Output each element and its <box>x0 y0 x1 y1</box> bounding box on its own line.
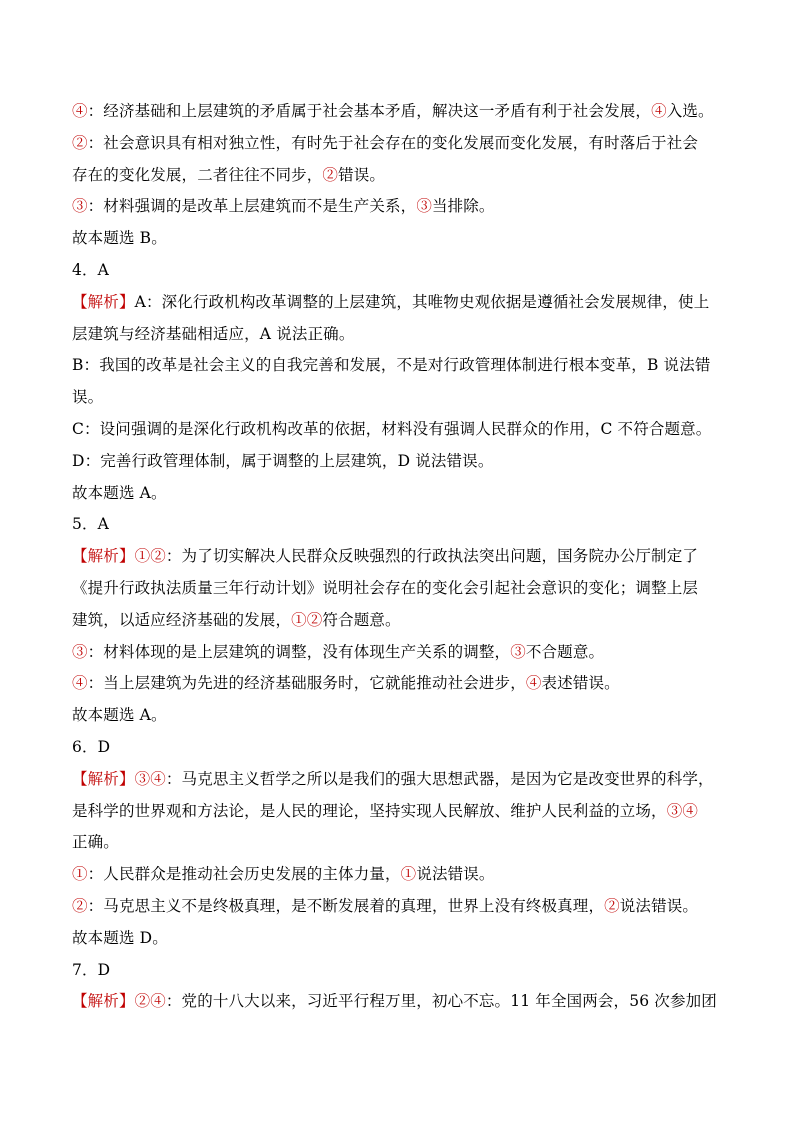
red-marker: ③ <box>416 197 432 216</box>
text-line <box>72 414 722 446</box>
line-text: ：为了切实解决人民群众反映强烈的行政执法突出问题，国务院办公厅制定了 <box>165 547 699 566</box>
line-text: ：材料体现的是上层建筑的调整，没有体现生产关系的调整， <box>87 642 511 661</box>
red-marker: ③ <box>72 642 88 661</box>
line-text: 当排除。 <box>431 197 495 216</box>
line-text: C：设问强调的是深化行政机构改革的依据，材料没有强调人民群众的作用，C 不符合题意。 <box>72 419 712 438</box>
text-line <box>72 128 722 160</box>
line-text: 表述错误。 <box>541 674 620 693</box>
red-marker: 【解析】①② <box>72 547 166 566</box>
text-line <box>72 541 722 573</box>
red-marker: ④ <box>525 674 542 693</box>
text-line <box>72 891 722 923</box>
text-line <box>72 319 722 351</box>
red-marker: ③ <box>510 642 526 661</box>
text-line <box>72 637 722 669</box>
line-text: 故本题选 B。 <box>72 229 167 248</box>
line-text: 5．A <box>72 515 110 534</box>
red-marker: ④ <box>72 102 88 120</box>
line-text: B：我国的改革是社会主义的自我完善和发展，不是对行政管理体制进行根本变革，B 说法错 <box>72 356 711 375</box>
line-text: 存在的变化发展，二者往往不同步， <box>72 165 323 184</box>
red-marker: ② <box>72 133 88 152</box>
red-marker: 【解析】 <box>72 292 135 311</box>
line-text: 建筑，以适应经济基础的发展， <box>72 610 292 629</box>
line-text: ：马克思主义不是终极真理，是不断发展着的真理，世界上没有终极真理， <box>87 896 605 915</box>
line-text: D：完善行政管理体制，属于调整的上层建筑，D 说法错误。 <box>72 451 494 470</box>
red-marker: ③④ <box>666 801 699 820</box>
line-text: 错误。 <box>338 165 386 184</box>
red-marker: ① <box>400 865 417 884</box>
line-text: ：当上层建筑为先进的经济基础服务时，它就能推动社会进步， <box>87 674 526 693</box>
line-text: 故本题选 A。 <box>72 706 167 725</box>
line-text: 6．D <box>72 737 111 756</box>
answer-explanation-page <box>72 96 722 1018</box>
red-marker: ③ <box>72 197 88 216</box>
red-marker: ① <box>72 865 88 884</box>
text-line <box>72 287 722 319</box>
red-marker: 【解析】③④ <box>72 769 166 788</box>
red-marker: ①② <box>291 610 323 629</box>
text-line <box>72 573 722 605</box>
line-text: 7．D <box>72 960 111 979</box>
text-line <box>72 827 722 859</box>
line-text: ：经济基础和上层建筑的矛盾属于社会基本矛盾，解决这一矛盾有利于社会发展， <box>87 102 652 120</box>
line-text: 4．A <box>72 260 110 279</box>
line-text: ：社会意识具有相对独立性，有时先于社会存在的变化发展而变化发展，有时落后于社会 <box>87 133 699 152</box>
line-text: 正确。 <box>72 833 119 852</box>
line-text: 符合题意。 <box>322 610 401 629</box>
line-text: 入选。 <box>666 102 714 120</box>
red-marker: 【解析】②④ <box>72 992 166 1011</box>
text-line <box>72 700 722 732</box>
text-line <box>72 668 722 700</box>
text-line <box>72 255 722 287</box>
text-line <box>72 764 722 796</box>
line-text: 说法错误。 <box>416 865 495 884</box>
line-text: 说法错误。 <box>619 896 699 915</box>
text-line <box>72 509 722 541</box>
line-text: ：材料强调的是改革上层建筑而不是生产关系， <box>87 197 417 216</box>
text-line <box>72 446 722 478</box>
text-line <box>72 160 722 192</box>
red-marker: ② <box>604 896 620 915</box>
text-line <box>72 96 722 128</box>
text-line <box>72 986 722 1018</box>
text-line <box>72 191 722 223</box>
line-text: 《提升行政执法质量三年行动计划》说明社会存在的变化会引起社会意识的变化；调整上层 <box>72 578 699 597</box>
text-line <box>72 350 722 382</box>
line-text: 误。 <box>72 388 104 407</box>
text-line <box>72 382 722 414</box>
red-marker: ④ <box>651 102 667 120</box>
text-line <box>72 923 722 955</box>
line-text: ：马克思主义哲学之所以是我们的强大思想武器，是因为它是改变世界的科学， <box>165 769 714 788</box>
red-marker: ② <box>72 896 88 915</box>
line-text: 不合题意。 <box>525 642 605 661</box>
text-line <box>72 223 722 255</box>
red-marker: ② <box>322 165 339 184</box>
text-line <box>72 859 722 891</box>
line-text: 故本题选 D。 <box>72 928 168 947</box>
line-text: ：党的十八大以来，习近平行程万里，初心不忘。11 年全国两会，56 次参加团 <box>165 992 717 1011</box>
text-line <box>72 605 722 637</box>
text-line <box>72 732 722 764</box>
text-line <box>72 955 722 987</box>
line-text: A：深化行政机构改革调整的上层建筑，其唯物史观依据是遵循社会发展规律，使上 <box>134 292 710 311</box>
line-text: 故本题选 A。 <box>72 483 167 502</box>
red-marker: ④ <box>72 674 88 693</box>
text-line <box>72 796 722 828</box>
text-line <box>72 478 722 510</box>
line-text: 是科学的世界观和方法论，是人民的理论，坚持实现人民解放、维护人民利益的立场， <box>72 801 667 820</box>
line-text: 层建筑与经济基础相适应，A 说法正确。 <box>72 324 355 343</box>
line-text: ：人民群众是推动社会历史发展的主体力量， <box>87 865 401 884</box>
